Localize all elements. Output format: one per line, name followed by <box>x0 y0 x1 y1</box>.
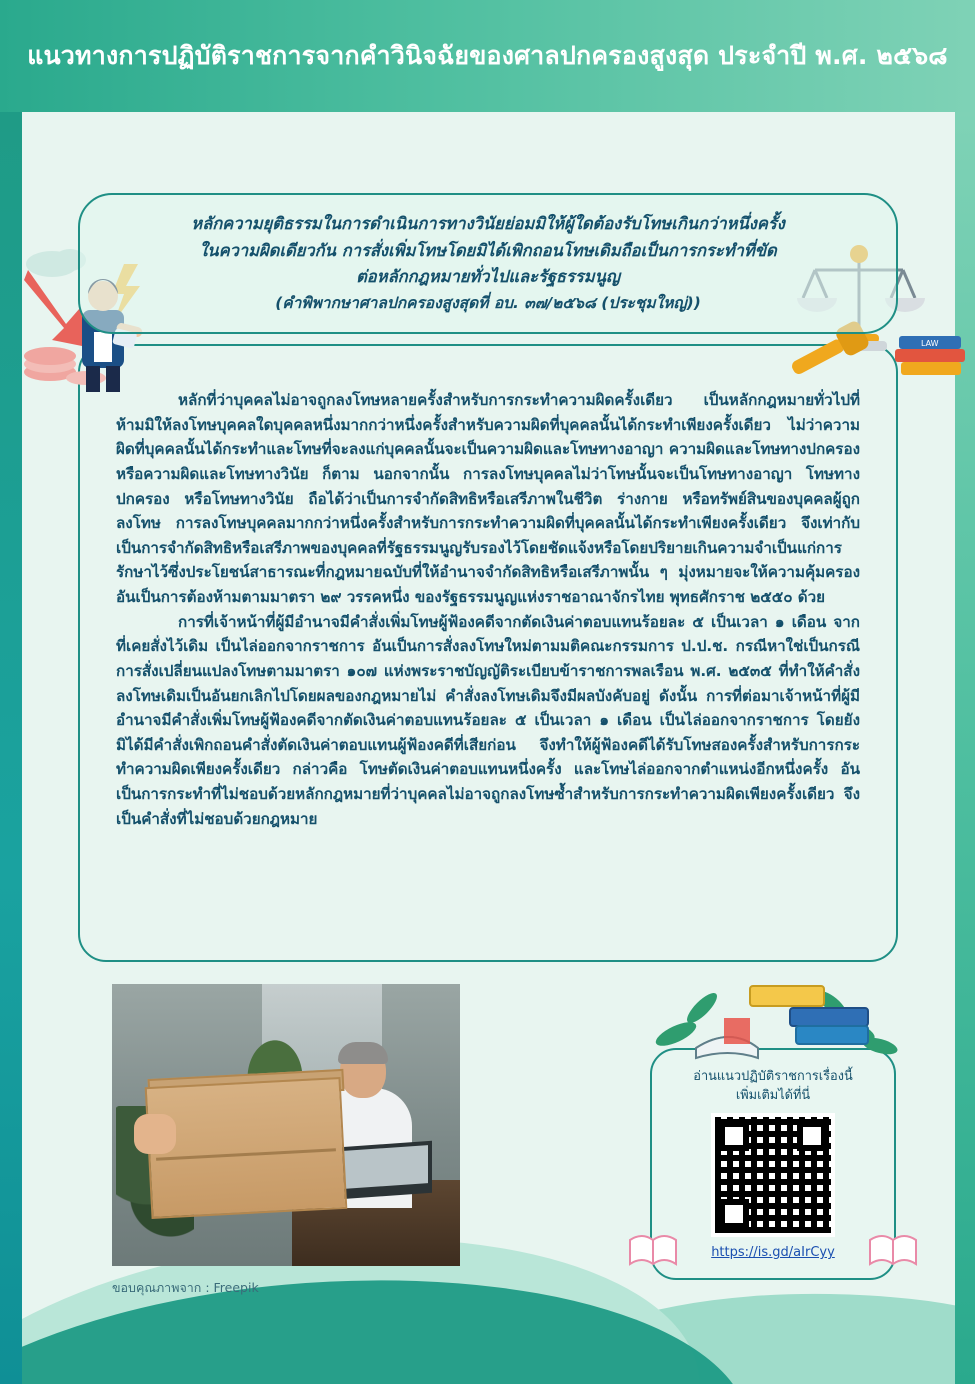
books-leaves-illustration <box>640 972 900 1068</box>
qr-finder-bottom-left <box>719 1199 749 1229</box>
photo-laptop <box>340 1141 432 1199</box>
qr-code[interactable] <box>711 1113 835 1237</box>
photo-layoff-office <box>112 984 460 1266</box>
photo-seated-man-hair <box>338 1042 388 1064</box>
qr-link[interactable]: https://is.gd/aIrCyy <box>711 1245 835 1261</box>
svg-text:LAW: LAW <box>921 339 939 348</box>
qr-finder-top-right <box>797 1121 827 1151</box>
body-text-panel <box>78 344 898 962</box>
qr-card <box>650 1048 896 1280</box>
photo-credit: ขอบคุณภาพจาก : Freepik <box>112 1280 259 1295</box>
body-text <box>116 388 860 831</box>
quote-line-2: ในความผิดเดียวกัน การสั่งเพิ่มโทษโดยมิได้เพิกถอนโทษเดิมถือเป็นการกระทำที่ขัด <box>199 240 777 260</box>
header-band <box>0 0 975 112</box>
headline-quote-card <box>78 193 898 334</box>
body-paragraph-1: หลักที่ว่าบุคคลไม่อาจถูกลงโทษหลายครั้งสำหรับการกระทำความผิดครั้งเดียว เป็นหลักกฎหมายทั่วไปที่ห้ามมิให้ลงโทษบุคคลใดบุคคลหนึ่งมากกว่าหนึ่งครั้งสำหรับความผิดที่บุคคลนั้นได้กระทำเพียงครั้งเดียว ไม่ว่าความผิดที่บุคคลนั้นได้กระทำและโทษที่จะลงแก่บุคคลนั้นจะเป็นความผิดและโทษทางอาญา ความผิดและโทษทางปกครอง หรือความผิดและโทษทางวินัย ก็ตาม นอกจากนั้น การลงโทษบุคคลไม่ว่าโทษนั้นจะเป็นโทษทางอาญา โทษทางปกครอง หรือโทษทางวินัย ถือได้ว่าเป็นการจำกัดสิทธิหรือเสรีภาพในชีวิต ร่างกาย หรือทรัพย์สินของบุคคลผู้ถูกลงโทษ การลงโทษบุคคลมากกว่าหนึ่งครั้งสำหรับการกระทำความผิดที่บุคคลนั้นได้กระทำเพียงครั้งเดียว จึงเท่ากับเป็นการจำกัดสิทธิหรือเสรีภาพของบุคคลที่รัฐธรรมนูญรับรองไว้โดยชัดแจ้งหรือโดยปริยายเกินความจำเป็นแก่การรักษาไว้ซึ่งประโยชน์สาธารณะที่กฎหมายฉบับที่ให้อำนาจจำกัดสิทธิหรือเสรีภาพนั้น ๆ มุ่งหมายจะให้ความคุ้มครอง อันเป็นการต้องห้ามตามมาตรา ๒๙ วรรคหนึ่ง ของรัฐธรรมนูญแห่งราชอาณาจักรไทย พุทธศักราช ๒๕๕๐ ด้วย <box>116 391 860 606</box>
qr-caption-line-2: เพิ่มเติมได้ที่นี่ <box>735 1087 811 1103</box>
open-book-doodle-right-icon <box>866 1228 920 1272</box>
photo-hand <box>134 1114 176 1154</box>
quote-line-1: หลักความยุติธรรมในการดำเนินการทางวินัยย่อมมิให้ผู้ใดต้องรับโทษเกินกว่าหนึ่งครั้ง <box>191 214 785 233</box>
qr-caption-line-1: อ่านแนวปฏิบัติราชการเรื่องนี้ <box>693 1069 853 1084</box>
quote-citation: (คำพิพากษาศาลปกครองสูงสุดที่ อบ. ๓๗/๒๕๖๘ (ประชุมใหญ่)) <box>275 294 701 313</box>
photo-cardboard-box <box>145 1077 348 1219</box>
body-paragraph-2: การที่เจ้าหน้าที่ผู้มีอำนาจมีคำสั่งเพิ่มโทษผู้ฟ้องคดีจากตัดเงินค่าตอบแทนร้อยละ ๕ เป็นเวลา ๑ เดือน จากที่เคยสั่งไว้เดิม เป็นไล่ออกจากราชการ อันเป็นการสั่งลงโทษใหม่ตามมติคณะกรรมการ ป.ป.ช. กรณีหาใช่เป็นกรณีการสั่งเปลี่ยนแปลงโทษตามมาตรา ๑๐๗ แห่งพระราชบัญญัติระเบียบข้าราชการพลเรือน พ.ศ. ๒๕๓๕ ที่ทำให้คำสั่งลงโทษเดิมเป็นอันยกเลิกไปโดยผลของกฎหมายไม่ คำสั่งลงโทษเดิมจึงมีผลบังคับอยู่ ดังนั้น การที่ต่อมาเจ้าหน้าที่ผู้มีอำนาจมีคำสั่งเพิ่มโทษผู้ฟ้องคดีจากตัดเงินค่าตอบแทนร้อยละ ๕ เป็นเวลา ๑ เดือน เป็นไล่ออกจากราชการ โดยยังมิได้มีคำสั่งเพิกถอนคำสั่งตัดเงินค่าตอบแทนผู้ฟ้องคดีที่เสียก่อน จึงทำให้ผู้ฟ้องคดีได้รับโทษสองครั้งสำหรับการกระทำความผิดเพียงครั้งเดียว กล่าวคือ โทษตัดเงินค่าตอบแทนหนึ่งครั้ง และโทษไล่ออกจากตำแหน่งอีกหนึ่งครั้ง อันเป็นการกระทำที่ไม่ชอบด้วยหลักกฎหมายที่ว่าบุคคลไม่อาจถูกลงโทษซ้ำสำหรับการกระทำความผิดเพียงครั้งเดียว จึงเป็นคำสั่งที่ไม่ชอบด้วยกฎหมาย <box>116 612 860 828</box>
page-title: แนวทางการปฏิบัติราชการจากคำวินิจฉัยของศาลปกครองสูงสุด ประจำปี พ.ศ. ๒๕๖๘ <box>27 41 948 70</box>
quote-line-3: ต่อหลักกฎหมายทั่วไปและรัฐธรรมนูญ <box>356 267 620 287</box>
open-book-stack-icon <box>640 972 900 1068</box>
qr-finder-top-left <box>719 1121 749 1151</box>
open-book-doodle-left-icon <box>626 1228 680 1272</box>
